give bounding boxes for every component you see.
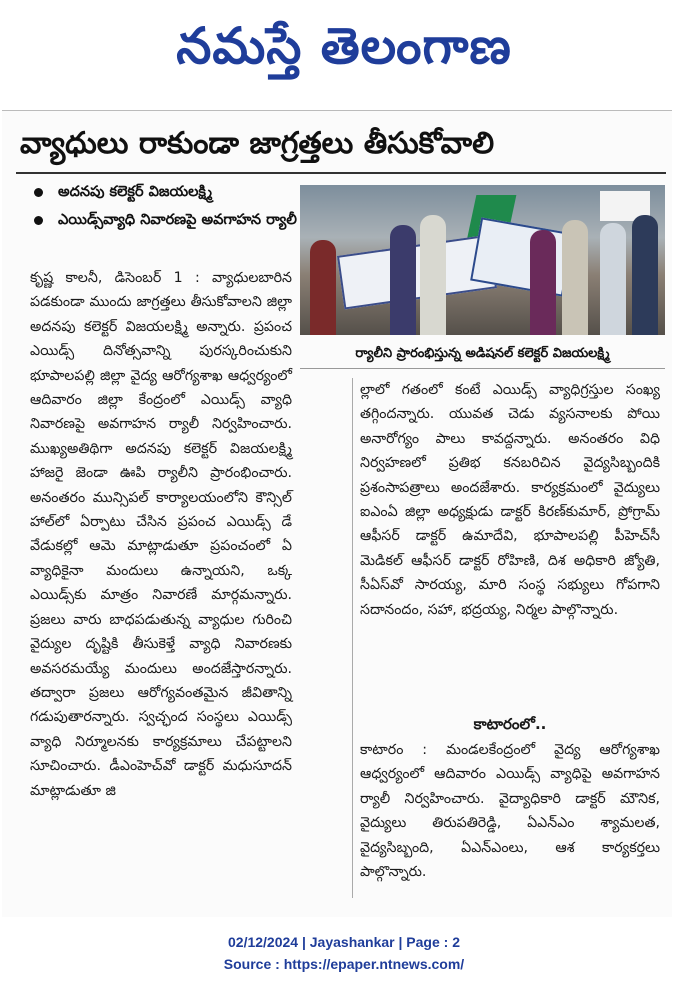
article-text: కాటారం : మండలకేంద్రంలో వైద్య ఆరోగ్యశాఖ ఆధ్వర్యంలో ఆదివారం ఎయిడ్స్ వ్యాధిపై అవగాహన ర్యాలీ నిర్వహించారు. వైద్యాధికారి డాక్టర్ మౌనిక, వైద్యులు తిరుపతిరెడ్డి, ఏఎన్ఎం శ్యామలత, వైద్యసిబ్బంది, ఏఎన్ఎంలు, ఆశ కార్యకర్తలు పాల్గొన్నారు. xyxy=(360,742,660,881)
source-link[interactable]: Source : https://epaper.ntnews.com/ xyxy=(223,956,465,972)
photo-person xyxy=(530,230,556,335)
photo-person xyxy=(390,225,416,335)
article-column-1 xyxy=(30,266,292,803)
photo-person xyxy=(420,215,446,335)
article-column-2 xyxy=(360,378,660,622)
bullet-item: అదనపు కలెక్టర్ విజయలక్ష్మి xyxy=(30,180,300,204)
highlight-bullets xyxy=(30,180,300,236)
article-column-3 xyxy=(360,738,660,884)
section-subhead: కాటారంలో.. xyxy=(473,715,547,733)
bullet-item: ఎయిడ్స్‌వ్యాధి నివారణపై అవగాహన ర్యాలీ xyxy=(30,208,300,232)
photo-person xyxy=(600,223,626,335)
article-text: ల్లాలో గతంలో కంటే ఎయిడ్స్ వ్యాధిగ్రస్తుల సంఖ్య తగ్గిందన్నారు. యువత చెడు వ్యసనాలకు పోయి అనారోగ్యం పాలు కావద్దన్నారు. అనంతరం విధి నిర్వహణలో ప్రతిభ కనబరిచిన వైద్యసిబ్బందికి ప్రశంసాపత్రాలు అందజేశారు. కార్యక్రమంలో వైద్యులు ఐఎంఏ జిల్లా అధ్యక్షుడు డాక్టర్ కిరణ్‌కుమార్, ప్రోగ్రామ్ ఆఫీసర్ డాక్టర్ ఉమాదేవి, భూపాలపల్లి పీహెచ్‌సీ మెడికల్ ఆఫీసర్ డాక్టర్ రోహిణి, దిశ అధికారి జ్యోతి, సీఏస్‌వో సారయ్య, మారి సంస్థ సభ్యులు గోపగాని సదానందం, సహా, భద్రయ్య, నిర్మల పాల్గొన్నారు. xyxy=(360,382,660,618)
edition-info: 02/12/2024 | Jayashankar | Page : 2 xyxy=(228,934,460,950)
photo-caption: ర్యాలీని ప్రారంభిస్తున్న అడిషనల్ కలెక్టర్ విజయలక్ష్మి xyxy=(300,340,665,369)
photo-person xyxy=(562,220,588,335)
newspaper-masthead: నమస్తే తెలంగాణ xyxy=(176,17,512,75)
article-text: కృష్ణ కాలనీ, డిసెంబర్ 1 : వ్యాధులబారిన పడకుండా ముందు జాగ్రత్తలు తీసుకోవాలని జిల్లా అదనపు కలెక్టర్ విజయలక్ష్మి అన్నారు. ప్రపంచ ఎయిడ్స్ దినోత్సవాన్ని పురస్కరించుకుని భూపాలపల్లి జిల్లా వైద్య ఆరోగ్యశాఖ ఆధ్వర్యంలో ఆదివారం జిల్లా కేంద్రంలో ఎయిడ్స్ వ్యాధి నివారణపై అవగాహన ర్యాలీ నిర్వహించారు. ముఖ్యఅతిథిగా అదనపు కలెక్టర్ విజయలక్ష్మి హాజరై జెండా ఊపి ర్యాలీని ప్రారంభించారు. అనంతరం మున్సిపల్ కార్యాలయంలోని కౌన్సిల్ హాల్‌లో ఏర్పాటు చేసిన ప్రపంచ ఎయిడ్స్ డే వేడుకల్లో ఆమె మాట్లాడుతూ ప్రపంచంలో ఏ వ్యాధికైనా మందులు ఉన్నాయని, ఒక్క ఎయిడ్స్‌కు మాత్రం నివారణే మార్గమన్నారు. ప్రజలు వారు బాధపడుతున్న వ్యాధుల గురించి వైద్యుల దృష్టికి తీసుకెళ్తే వ్యాధి నివారణకు అవసరమయ్యే మందులు అందజేస్తారన్నారు. తద్వారా ప్రజలు ఆరోగ్యవంతమైన జీవితాన్ని గడుపుతారన్నారు. స్వచ్ఛంద సంస్థలు ఎయిడ్స్ వ్యాధి నిర్మూలనకు కార్యక్రమాలు చేపట్టాలని సూచించారు. డీఎంహెచ్‌వో డాక్టర్ మధుసూదన్ మాట్లాడుతూ జి xyxy=(30,270,292,799)
rally-photo xyxy=(300,185,665,335)
column-divider xyxy=(352,378,353,898)
photo-person xyxy=(310,240,336,335)
article-headline: వ్యాధులు రాకుండా జాగ్రత్తలు తీసుకోవాలి xyxy=(20,126,495,161)
photo-person xyxy=(632,215,658,335)
headline-divider xyxy=(16,172,666,174)
